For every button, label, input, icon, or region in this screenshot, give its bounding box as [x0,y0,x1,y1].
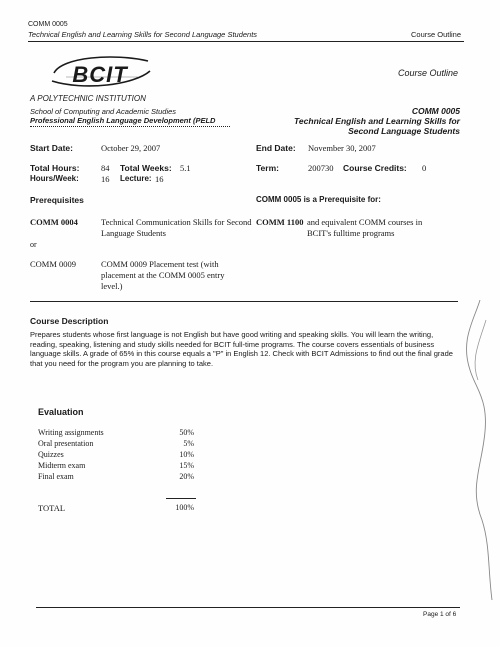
prereq-desc-1: Technical Communication Skills for Second Language Students [101,217,252,238]
start-date-label: Start Date: [30,143,73,153]
eval-item-1: Writing assignments [38,428,104,437]
lecture-value: 16 [155,174,164,184]
bcit-logo [44,51,156,93]
total-hours-value: 84 [101,163,110,173]
evaluation-heading: Evaluation [38,407,84,417]
eval-item-5: Final exam [38,472,74,481]
description-heading: Course Description [30,316,109,326]
total-label: TOTAL [38,503,66,513]
prereq-or: or [30,240,37,249]
prereq-code-1: COMM 0004 [30,217,78,227]
header-course-code: COMM 0005 [28,21,68,28]
description-body: Prepares students whose first language is not English but have good writing and speaking skills. You will learn the writing, reading, speaking, listening and study skills needed for BCIT full-time programs. The course covers essentials of business language skills. A grade of 65% in this course equals a "P" in English 12. Check with BCIT Admissions to find out the final grade that you need for the program you are planning to take. [30,330,453,368]
course-title-line1: Technical English and Learning Skills for [294,116,460,126]
page-number: Page 1 of 6 [423,611,457,618]
header-doc-type: Course Outline [411,30,462,39]
eval-pct-1: 50% [179,428,194,437]
term-value: 200730 [308,163,334,173]
prereq-desc-2: COMM 0009 Placement test (with placement at the COMM 0005 entry level.) [101,259,225,291]
hours-week-label: Hours/Week: [30,174,79,183]
end-date-label: End Date: [256,143,296,153]
total-hours-label: Total Hours: [30,163,80,173]
term-label: Term: [256,163,279,173]
school-rule [30,126,230,127]
is-prereq-heading: COMM 0005 is a Prerequisite for: [256,195,381,204]
header-course-title: Technical English and Learning Skills for Second Language Students [28,30,258,39]
eval-item-4: Midterm exam [38,461,86,470]
course-title-line2: Second Language Students [348,126,460,136]
logo-tagline: A POLYTECHNIC INSTITUTION [30,94,146,103]
prereq-heading: Prerequisites [30,195,84,205]
eval-pct-4: 15% [179,461,194,470]
eval-pct-3: 10% [179,450,194,459]
eval-pct-2: 5% [183,439,194,448]
eval-item-3: Quizzes [38,450,64,459]
for-code-1: COMM 1100 [256,217,304,227]
doc-label: Course Outline [398,68,459,78]
school-name: School of Computing and Academic Studies [30,107,177,116]
course-code: COMM 0005 [411,106,460,116]
prereq-code-2: COMM 0009 [30,259,77,269]
for-desc-1: and equivalent COMM courses in BCIT's fulltime programs [307,217,423,238]
total-weeks-label: Total Weeks: [120,163,172,173]
credits-label: Course Credits: [343,163,407,173]
header-rule [28,41,464,42]
total-pct: 100% [175,503,194,512]
scan-artifact [440,300,500,600]
credits-value: 0 [422,163,427,173]
eval-pct-5: 20% [179,472,194,481]
total-weeks-value: 5.1 [180,163,191,173]
footer-rule [36,607,460,608]
hours-week-value: 16 [101,174,110,184]
start-date-value: October 29, 2007 [101,143,161,153]
end-date-value: November 30, 2007 [308,143,376,153]
lecture-label: Lecture: [120,174,152,183]
total-rule [166,498,196,499]
svg-text:BCIT: BCIT [72,62,128,87]
eval-item-2: Oral presentation [38,439,94,448]
section-rule [30,301,458,302]
school-program: Professional English Language Development (PELD [30,116,216,125]
